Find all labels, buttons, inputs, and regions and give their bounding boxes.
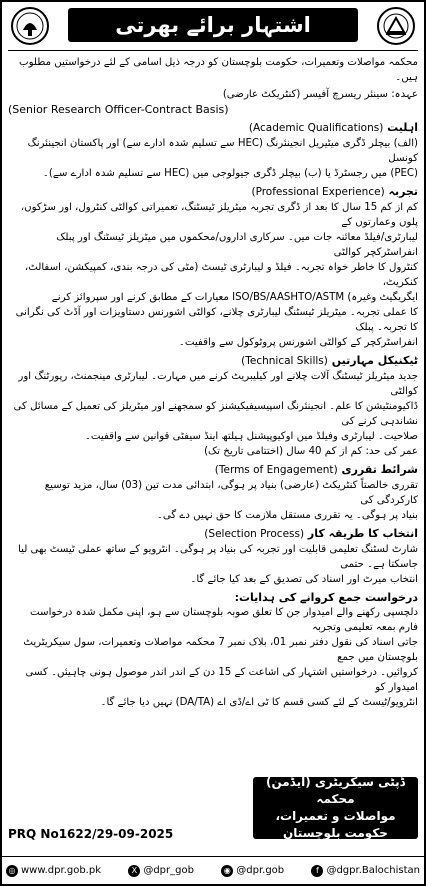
section-heading-urdu: ٹیکنیکل مہارتیں	[331, 354, 418, 367]
post-title-urdu: عہدہ: سینئر ریسرچ آفیسر (کنٹریکٹ عارضی)	[222, 89, 418, 100]
section-line: (الف) بیچلر ڈگری میٹیریل انجینئرنگ (HEC سے تسلیم شدہ ادارے سے) اور پاکستان انجینئرنگ کونسل	[27, 138, 418, 164]
post-title-block	[8, 87, 418, 117]
section-heading-urdu: شرائط تقرری	[341, 463, 418, 476]
section-line: انفراسٹرکچر کے کوالٹی اشورنس پروٹوکول سے واقفیت۔	[178, 337, 418, 348]
section-line: کم از کم 15 سال کا بعد از ڈگری تجربہ میٹریلز ٹیسٹنگ، تعمیراتی کوالٹی کنٹرول، اور سڑکوں، پلوں وعمارتوں کے	[20, 202, 418, 228]
x-link[interactable]: X @dpr_gob	[128, 865, 194, 877]
intro-text: محکمہ مواصلات وتعمیرات، حکومت بلوچستان کو درجہ ذیل اسامی کے لئے درخواستیں مطلوب ہیں۔	[18, 57, 418, 83]
section-line: انٹرویو/ٹیسٹ کے لئے کسی قسم کا ٹی اے/ڈی اے (DA/TA) نہیں دیا جائے گا۔	[100, 697, 418, 708]
post-title-english: (Senior Research Officer-Contract Basis)	[8, 103, 229, 116]
section-line: (PEC) میں رجسٹرڈ یا (ب) بیچلر ڈگری جیولوجی میں (HEC سے تسلیم شدہ ادارے سے)۔	[42, 168, 418, 179]
facebook-link[interactable]: f @dgpr.Balochistan	[311, 865, 420, 877]
instagram-icon: ◉	[221, 865, 233, 877]
social-bar	[2, 856, 424, 884]
section-heading-urdu: درخواست جمع کروانے کی ہدایات:	[234, 591, 418, 604]
section-heading-english: (Terms of Engagement)	[214, 464, 338, 476]
header	[8, 6, 418, 51]
footer	[8, 777, 418, 845]
section-line: دلچسپی رکھنے والے امیدوار جن کا تعلق صوبہ بلوچستان سے ہو، اپنی مکمل شدہ درخواست فارم بمعہ تعلیمی وتجربہ	[30, 607, 418, 633]
sections	[8, 120, 418, 710]
signature-block	[253, 777, 418, 839]
section-line: عمر کی حد: کم از کم 40 سال (اختتامی تاریخ تک)	[204, 446, 418, 457]
section-heading	[8, 526, 418, 542]
section-line: ایگریگیٹ وغیرہ) ISO/BS/AASHTO/ASTM معیارات کے مطابق کرنے اور سپروائز کرنے	[51, 292, 418, 303]
signature-line-2: مواصلات و تعمیرات، حکومت بلوچستان	[275, 809, 396, 840]
page-title: اشتہار برائے بھرتی	[68, 8, 358, 42]
section-heading	[8, 590, 418, 605]
section-line: جاتی اسناد کی نقول دفتر نمبر 01، بلاک نمبر 7 محکمہ مواصلات وتعمیرات، سول سیکریٹریٹ بلوچستان میں جمع	[23, 637, 418, 663]
section-line: کنٹرول کا خاطر خواہ تجربہ۔ فیلڈ و لیبارٹری ٹیسٹ (مٹی کی درجہ بندی، کمپیکشن، اسفالٹ، کنکریٹ،	[24, 262, 418, 288]
signature-line-1: ڈپٹی سیکریٹری (ایڈمن) محکمہ	[265, 775, 405, 806]
section-heading	[8, 353, 418, 369]
section-heading-english: (Technical Skills)	[241, 355, 328, 367]
section-heading-urdu: انتخاب کا طریقہ کار	[307, 527, 418, 540]
section-heading-english: (Professional Experience)	[251, 186, 385, 198]
section-line: شارٹ لسٹنگ تعلیمی قابلیت اور تجربہ کی بنیاد پر ہوگی۔ انٹرویو کے ساتھ عملی ٹیسٹ بھی لیا جاسکتا ہے۔ حتمی	[18, 544, 418, 570]
instagram-link[interactable]: ◉ @dpr.gob	[221, 865, 284, 877]
section-heading-english: (Academic Qualifications)	[248, 122, 384, 134]
section-line: صلاحیت۔ لیبارٹری وفیلڈ میں اوکیوپیشنل ہیلتھ اینڈ سیفٹی قوانین سے واقفیت۔	[84, 431, 418, 442]
section-heading	[8, 120, 418, 136]
section-line: بنیاد پر ہوگی۔ یہ تقرری مستقل ملازمت کا حق نہیں دے گی۔	[156, 510, 418, 521]
facebook-icon: f	[311, 865, 323, 877]
section-line: تقرری خالصتاً کنٹریکٹ (عارضی) بنیاد پر ہوگی، ابتدائی مدت تین (03) سال، مزید توسیع کارکردگی کی	[44, 480, 418, 506]
globe-icon: ◎	[6, 865, 18, 877]
section-heading-urdu: تجربہ	[388, 185, 418, 198]
section-line: لیبارٹری/فیلڈ معائنہ جات میں۔ سرکاری اداروں/محکموں میں میٹریلز ٹیسٹنگ اور پبلک انفراسٹرکچر کوالٹی	[56, 232, 418, 258]
section-heading	[8, 462, 418, 478]
prq-number: PRQ No1622/29-09-2025	[8, 827, 174, 841]
department-emblem-icon	[376, 6, 416, 46]
balochistan-emblem-icon	[10, 6, 50, 46]
section-line: کروائیں۔ درخواستیں اشتہار کی اشاعت کے 15 دن کے اندر اندر موصول ہونی چاہیئں۔ کسی امیدوار کو	[25, 667, 418, 693]
x-icon: X	[128, 865, 140, 877]
section-heading-urdu: اہلیت	[387, 121, 418, 134]
website-link[interactable]: ◎ www.dpr.gob.pk	[6, 865, 101, 877]
section-line: جدید میٹریلز ٹیسٹنگ آلات چلانے اور کیلیبریٹ کرنے میں مہارت۔ لیبارٹری مینجمنٹ، رپورٹنگ اور کوالٹی	[18, 371, 418, 397]
section-heading-english: (Selection Process)	[204, 528, 305, 540]
section-line: انتخاب میرٹ اور اسناد کی تصدیق کے بعد کیا جائے گا۔	[190, 574, 418, 585]
section-line: ڈاکیومنٹیشن کا علم۔ انجینئرنگ اسپیسیفیکیشنز کو سمجھنے اور میٹریلز کی تعمیل کے مسائل کی نشاندہی کرنے کی	[13, 401, 418, 427]
section-heading	[8, 184, 418, 200]
section-line: کا عملی تجربہ۔ میٹریلز ٹیسٹنگ لیبارٹری چلانے، کوالٹی اشورنس دستاویزات اور آڈٹ کی نگرانی کا تجربہ۔ پبلک	[15, 307, 418, 333]
